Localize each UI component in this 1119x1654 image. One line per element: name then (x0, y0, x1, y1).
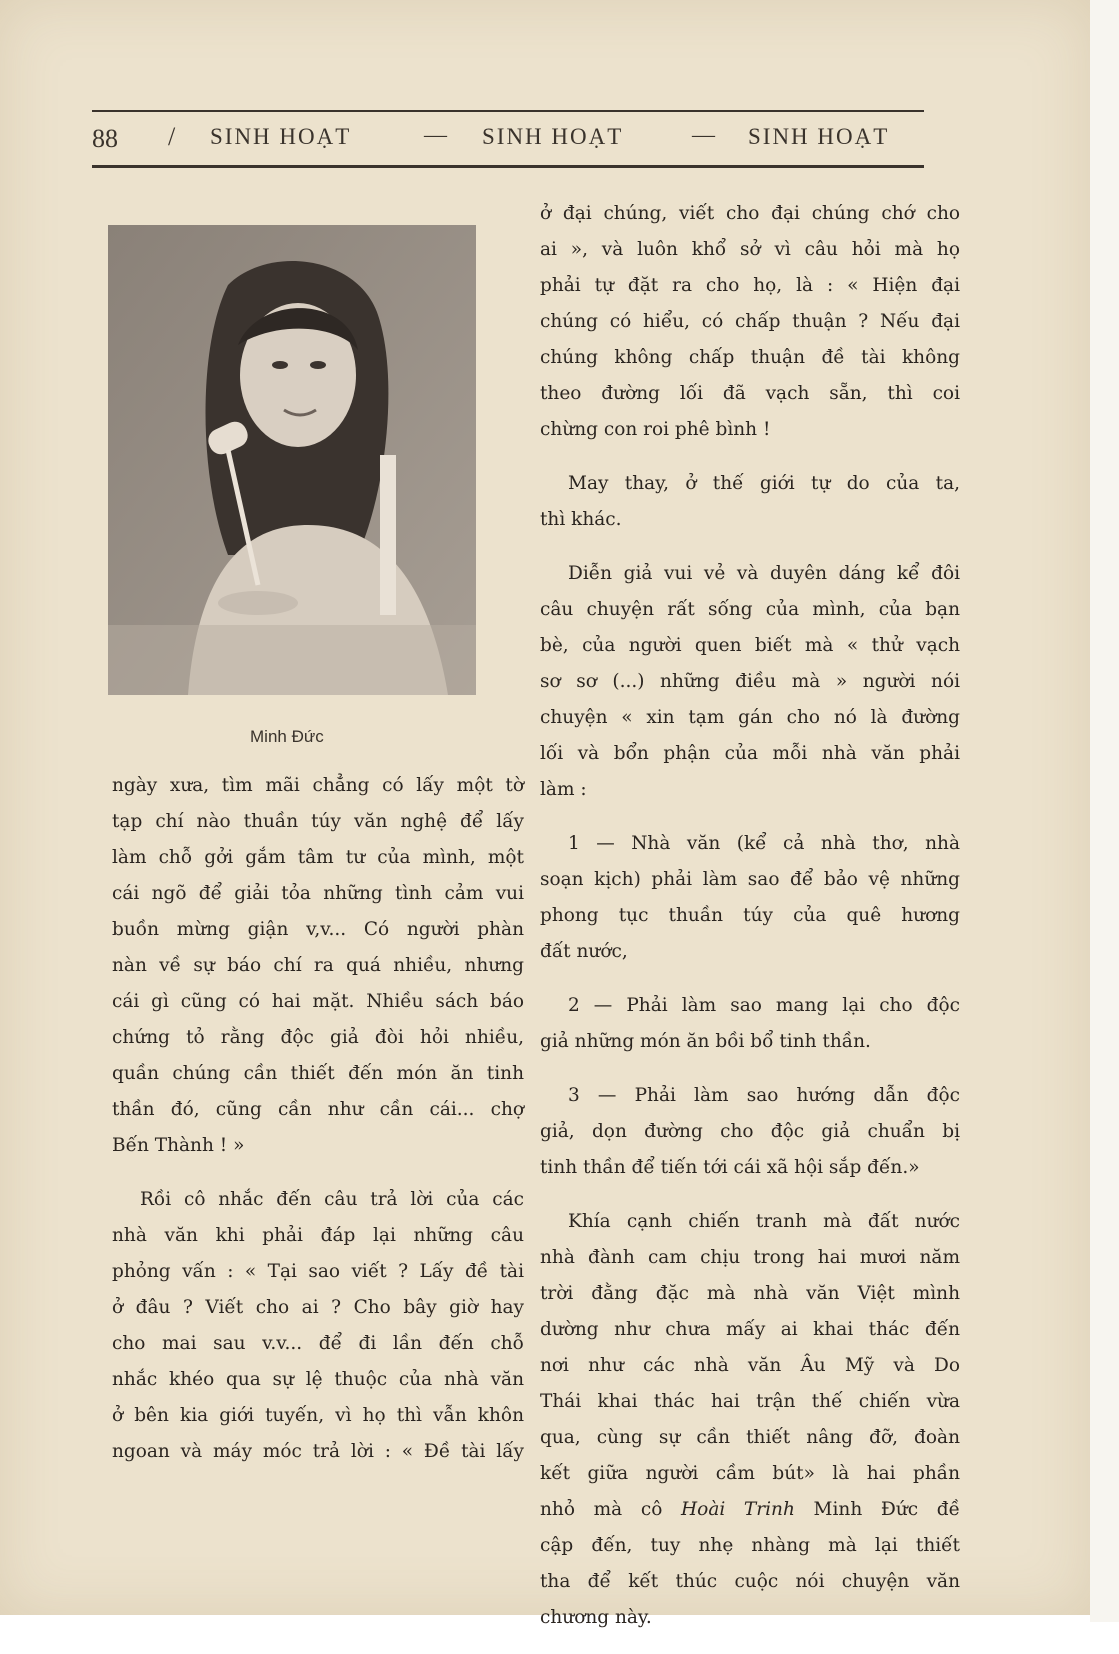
italic-author-name: Hoài Trinh (681, 1499, 795, 1520)
running-header (92, 118, 932, 158)
text-line: nơi như các nhà văn Âu Mỹ và Do (540, 1355, 960, 1376)
text-line: giả, dọn đường cho độc giả chuẩn bị (540, 1121, 960, 1142)
text-line: buồn mừng giận v,v... Có người phàn (112, 919, 524, 940)
right-paragraph-3 (540, 556, 960, 808)
text-line: ở đại chúng, viết cho đại chúng chớ cho (540, 203, 960, 224)
text-line: chừng con roi phê bình ! (540, 419, 771, 440)
text-line: chứng tỏ rằng độc giả đòi hỏi nhiều, (112, 1027, 524, 1048)
right-column (540, 196, 960, 1654)
text-fragment: nhỏ mà cô (540, 1499, 682, 1520)
text-line: đất nước, (540, 941, 628, 962)
text-fragment: Minh Đức đề (794, 1499, 961, 1520)
header-separator-2: — (692, 122, 715, 147)
right-paragraph-2 (540, 466, 960, 538)
speaker-photo-illustration (108, 225, 476, 695)
text-line: ở bên kia giới tuyến, vì họ thì vẫn khôn (112, 1405, 524, 1426)
header-separator-1: — (424, 122, 447, 147)
text-line: tinh thần để tiến tới cái xã hội sắp đến.» (540, 1157, 920, 1178)
text-line: chúng có hiểu, có chấp thuận ? Nếu đại (540, 311, 960, 332)
text-line: sơ sơ (...) những điều mà » người nói (540, 671, 960, 692)
text-line: giả những món ăn bồi bổ tinh thần. (540, 1031, 871, 1052)
text-line: ngoan và máy móc trả lời : « Đề tài lấy (112, 1441, 524, 1462)
left-column (112, 768, 524, 1488)
text-line: 1 — Nhà văn (kể cả nhà thơ, nhà (568, 833, 960, 854)
text-line: May thay, ở thế giới tự do của ta, (568, 473, 960, 494)
text-line: qua, cùng sự cần thiết nâng đỡ, đoàn (540, 1427, 960, 1448)
text-line: Diễn giả vui vẻ và duyên dáng kể đôi (568, 563, 960, 584)
right-paragraph-5 (540, 988, 960, 1060)
page-number: 88 (92, 124, 118, 153)
text-line: câu chuyện rất sống của mình, của bạn (540, 599, 960, 620)
text-line: quần chúng cần thiết đến món ăn tinh (112, 1063, 524, 1084)
left-paragraph-2 (112, 1182, 524, 1470)
text-line: nhà đành cam chịu trong hai mươi năm (540, 1247, 960, 1268)
text-line: làm : (540, 779, 587, 800)
right-paragraph-7 (540, 1204, 960, 1636)
right-paragraph-6 (540, 1078, 960, 1186)
text-line: phong tục thuần túy của quê hương (540, 905, 960, 926)
header-rule-top (92, 110, 924, 112)
text-line: phải tự đặt ra cho họ, là : « Hiện đại (540, 275, 960, 296)
photo-caption: Minh Đức (250, 727, 324, 746)
text-line: Khía cạnh chiến tranh mà đất nước (568, 1211, 960, 1232)
text-line: ở đâu ? Viết cho ai ? Cho bây giờ hay (112, 1297, 524, 1318)
text-line: tạp chí nào thuần túy văn nghệ để lấy (112, 811, 524, 832)
right-paragraph-4 (540, 826, 960, 970)
running-title-1: SINH HOẠT (210, 124, 352, 149)
text-line: ai », và luôn khổ sở vì câu hỏi mà họ (540, 239, 960, 260)
running-title-2: SINH HOẠT (482, 124, 624, 149)
text-line: nhắc khéo qua sự lệ thuộc của nhà văn (112, 1369, 524, 1390)
header-slash: / (168, 122, 176, 151)
text-line: chương này. (540, 1607, 652, 1628)
text-line: 3 — Phải làm sao hướng dẫn độc (568, 1085, 960, 1106)
text-line: soạn kịch) phải làm sao để bảo vệ những (540, 869, 960, 890)
text-line: ngày xưa, tìm mãi chẳng có lấy một tờ (112, 775, 524, 796)
text-line: dường như chưa mấy ai khai thác đến (540, 1319, 960, 1340)
text-line: Bến Thành ! » (112, 1135, 245, 1156)
text-line: cập đến, tuy nhẹ nhàng mà lại thiết (540, 1535, 960, 1556)
text-line: tha để kết thúc cuộc nói chuyện văn (540, 1571, 960, 1592)
text-line: theo đường lối đã vạch sẵn, thì coi (540, 383, 960, 404)
text-line: cái ngõ để giải tỏa những tình cảm vui (112, 883, 524, 904)
text-line: Thái khai thác hai trận thế chiến vừa (540, 1391, 960, 1412)
running-title-3: SINH HOẠT (748, 124, 890, 149)
text-line: chuyện « xin tạm gán cho nó là đường (540, 707, 960, 728)
right-paragraph-1 (540, 196, 960, 448)
text-line: cái gì cũng có hai mặt. Nhiều sách báo (112, 991, 524, 1012)
text-line-with-italic-name (540, 1492, 960, 1528)
text-line: nàn về sự báo chí ra quá nhiều, nhưng (112, 955, 524, 976)
page-edge (1090, 0, 1119, 1622)
speaker-photo (108, 225, 476, 695)
text-line: bè, của người quen biết mà « thử vạch (540, 635, 960, 656)
left-paragraph-1 (112, 768, 524, 1164)
text-line: phỏng vấn : « Tại sao viết ? Lấy đề tài (112, 1261, 524, 1282)
text-line: cho mai sau v.v... để đi lần đến chỗ (112, 1333, 524, 1354)
text-line: nhà văn khi phải đáp lại những câu (112, 1225, 524, 1246)
text-line: thì khác. (540, 509, 622, 530)
text-line: kết giữa người cầm bút» là hai phần (540, 1463, 960, 1484)
text-line: chúng không chấp thuận đề tài không (540, 347, 960, 368)
text-line: làm chỗ gởi gắm tâm tư của mình, một (112, 847, 524, 868)
text-line: trời đằng đặc mà nhà văn Việt mình (540, 1283, 960, 1304)
text-line: thần đó, cũng cần như cần cái... chợ (112, 1099, 524, 1120)
text-line: Rồi cô nhắc đến câu trả lời của các (140, 1189, 524, 1210)
header-rule-bottom (92, 165, 924, 168)
text-line: lối và bổn phận của mỗi nhà văn phải (540, 743, 960, 764)
text-line: 2 — Phải làm sao mang lại cho độc (568, 995, 960, 1016)
